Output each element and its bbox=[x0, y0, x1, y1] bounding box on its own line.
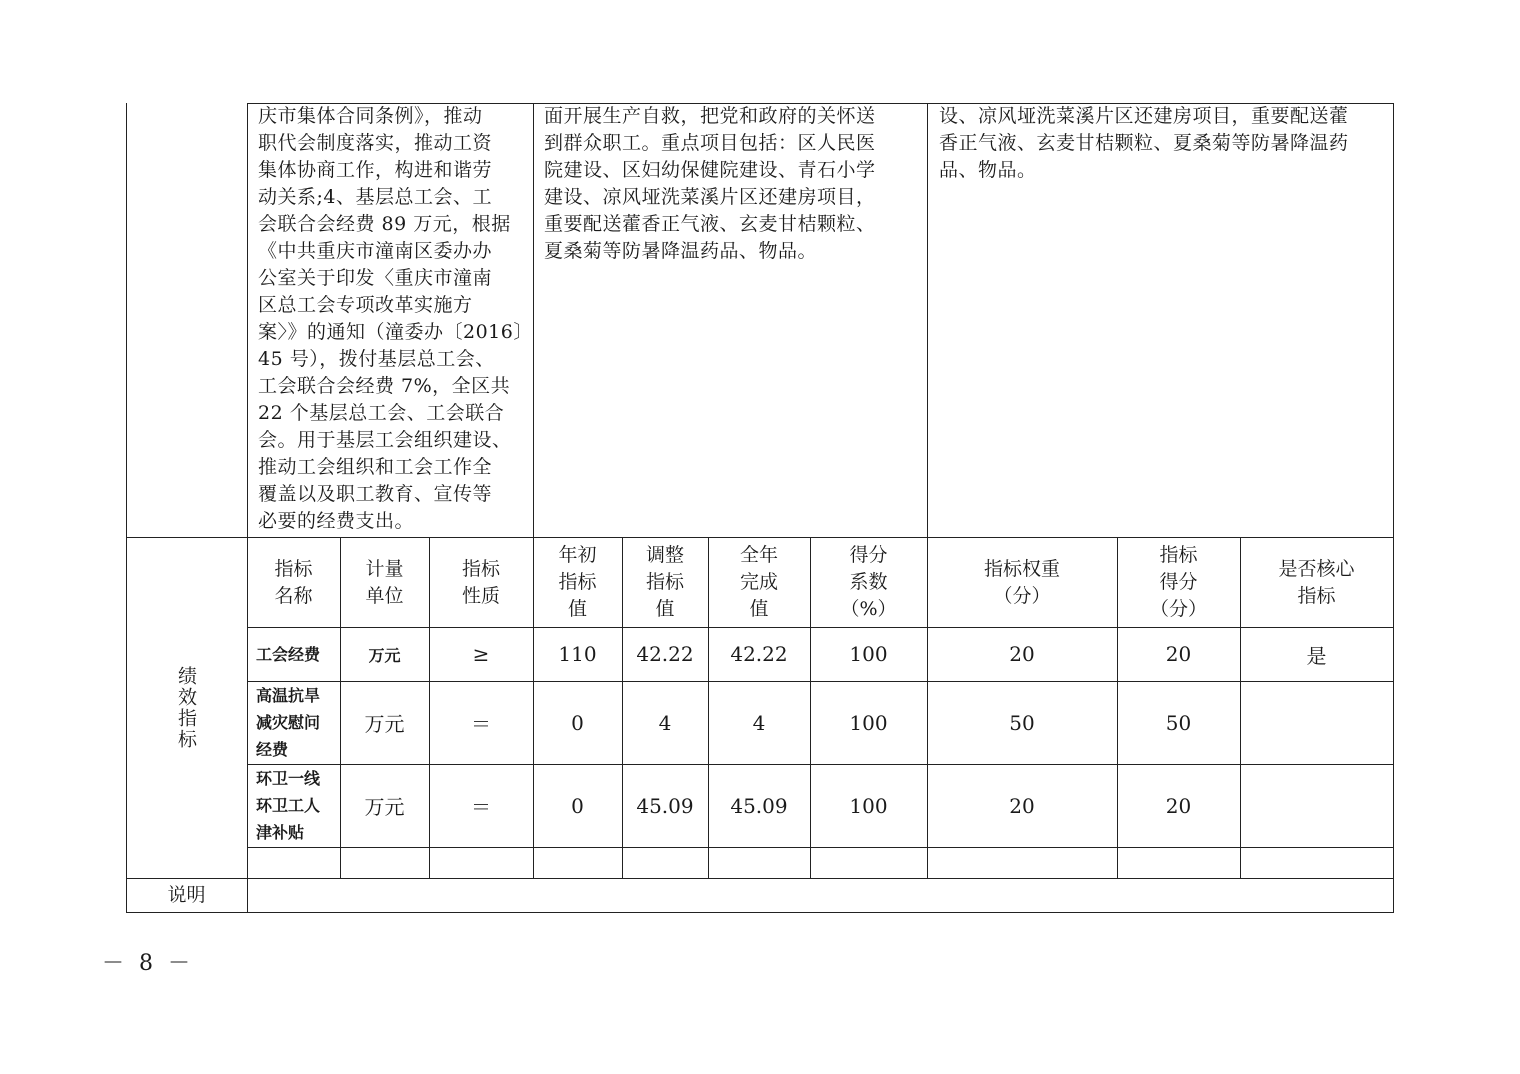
table-border-left bbox=[126, 103, 127, 913]
header-adjusted-value: 调整 指标 值 bbox=[645, 544, 684, 620]
header-indicator-name: 指标 名称 bbox=[274, 557, 313, 607]
table-cell bbox=[1117, 847, 1240, 879]
narrative-col2-line: 夏桑菊等防暑降温药品、物品。 bbox=[544, 240, 818, 262]
narrative-col1-line: 推动工会组织和工会工作全 bbox=[258, 456, 493, 478]
narrative-col1-line: 会联合会经费 89 万元，根据 bbox=[258, 213, 511, 235]
table-border-right bbox=[1393, 103, 1394, 913]
narrative-col1-line: 45 号），拨付基层总工会、 bbox=[258, 348, 495, 370]
table-cell: 50 bbox=[1165, 710, 1192, 735]
table-cell: 110 bbox=[558, 642, 597, 666]
narrative-col1-line: 职代会制度落实，推动工资 bbox=[258, 132, 493, 154]
narrative-col2 bbox=[544, 103, 924, 265]
narrative-col3-line: 香正气液、玄麦甘桔颗粒、夏桑菊等防暑降温药 bbox=[939, 132, 1349, 154]
narrative-col1-line: 《中共重庆市潼南区委办办 bbox=[258, 240, 493, 262]
table-cell: 42.22 bbox=[636, 642, 694, 666]
table-cell: 工会经费 bbox=[256, 644, 321, 664]
table-cell: 万元 bbox=[364, 795, 405, 819]
table-cell: 环卫一线 环卫工人 津补贴 bbox=[256, 769, 321, 842]
table-cell: 45.09 bbox=[636, 793, 694, 818]
table-cell bbox=[247, 847, 340, 879]
table-cell: 4 bbox=[658, 710, 672, 735]
narrative-col1-line: 区总工会专项改革实施方 bbox=[258, 294, 473, 316]
table-border-top bbox=[247, 103, 1394, 104]
narrative-col1-line: 会。用于基层工会组织建设、 bbox=[258, 429, 512, 451]
table-cell bbox=[1240, 847, 1393, 879]
table-cell: ＝ bbox=[471, 795, 491, 819]
header-score: 指标 得分 （分） bbox=[1149, 544, 1207, 620]
table-cell: 45.09 bbox=[730, 793, 788, 818]
narrative-col1-line: 覆盖以及职工教育、宣传等 bbox=[258, 483, 493, 505]
header-actual-value: 全年 完成 值 bbox=[739, 544, 778, 620]
table-cell: 万元 bbox=[368, 645, 401, 665]
narrative-col2-line: 院建设、区妇幼保健院建设、青石小学 bbox=[544, 159, 876, 181]
table-cell bbox=[533, 847, 622, 879]
table-cell: 万元 bbox=[364, 712, 405, 736]
narrative-col1-line: 集体协商工作，构进和谐劳 bbox=[258, 159, 493, 181]
header-initial-value: 年初 指标 值 bbox=[558, 544, 597, 620]
narrative-col1-line: 动关系;4、基层总工会、工 bbox=[258, 186, 492, 208]
table-cell bbox=[708, 847, 810, 879]
table-cell: 20 bbox=[1165, 642, 1192, 666]
narrative-col1-line: 工会联合会经费 7%，全区共 bbox=[258, 375, 511, 397]
table-cell bbox=[622, 847, 708, 879]
header-weight: 指标权重 （分） bbox=[983, 557, 1060, 607]
narrative-col3-line: 设、凉风垭洗菜溪片区还建房项目，重要配送藿 bbox=[939, 105, 1349, 127]
table-border-bottom bbox=[126, 912, 1394, 913]
table-cell bbox=[927, 847, 1117, 879]
narrative-col2-line: 面开展生产自救，把党和政府的关怀送 bbox=[544, 105, 876, 127]
table-cell bbox=[429, 847, 533, 879]
table-cell bbox=[810, 847, 927, 879]
table-cell: 20 bbox=[1165, 793, 1192, 818]
header-nature: 指标 性质 bbox=[461, 557, 500, 607]
narrative-col1-line: 公室关于印发〈重庆市潼南 bbox=[258, 267, 493, 289]
header-score-coef: 得分 系数 （%） bbox=[840, 544, 897, 620]
narrative-divider bbox=[927, 103, 928, 538]
header-core: 是否核心 指标 bbox=[1278, 557, 1355, 607]
table-cell: 是 bbox=[1306, 643, 1327, 668]
table-cell bbox=[340, 847, 429, 879]
table-cell: 20 bbox=[1009, 793, 1035, 818]
narrative-col1 bbox=[258, 103, 533, 535]
table-cell: 20 bbox=[1009, 642, 1035, 666]
narrative-divider bbox=[533, 103, 534, 538]
section-label-performance: 绩效指标 bbox=[175, 666, 197, 750]
table-cell: 100 bbox=[849, 710, 888, 735]
narrative-col2-line: 重要配送藿香正气液、玄麦甘桔颗粒、 bbox=[544, 213, 876, 235]
note-label: 说明 bbox=[167, 884, 206, 906]
page-number: － 8 － bbox=[102, 951, 194, 976]
table-cell: 50 bbox=[1009, 710, 1035, 735]
table-cell: 0 bbox=[571, 710, 584, 735]
narrative-col1-line: 22 个基层总工会、工会联合 bbox=[258, 402, 505, 424]
narrative-col1-line: 必要的经费支出。 bbox=[258, 510, 415, 532]
table-cell: 0 bbox=[571, 793, 584, 818]
narrative-col2-line: 建设、凉风垭洗菜溪片区还建房项目， bbox=[544, 186, 876, 208]
table-cell: 100 bbox=[849, 642, 888, 666]
table-cell: 4 bbox=[752, 710, 766, 735]
header-unit: 计量 单位 bbox=[365, 557, 404, 607]
narrative-col1-line: 庆市集体合同条例》，推动 bbox=[258, 105, 483, 127]
table-cell: 100 bbox=[849, 793, 888, 818]
table-cell: ＝ bbox=[471, 712, 491, 736]
narrative-col1-line: 案〉》的通知（潼委办〔2016〕 bbox=[258, 321, 533, 343]
note-content bbox=[247, 879, 1393, 912]
table-cell bbox=[1240, 764, 1393, 847]
narrative-col3 bbox=[939, 103, 1389, 184]
table-cell bbox=[1240, 681, 1393, 764]
narrative-col2-line: 到群众职工。重点项目包括：区人民医 bbox=[544, 132, 876, 154]
table-cell: 42.22 bbox=[730, 642, 788, 666]
narrative-col3-line: 品、物品。 bbox=[939, 159, 1037, 181]
table-cell: ≥ bbox=[472, 642, 490, 666]
table-cell: 高温抗旱 减灾慰问 经费 bbox=[256, 686, 321, 759]
